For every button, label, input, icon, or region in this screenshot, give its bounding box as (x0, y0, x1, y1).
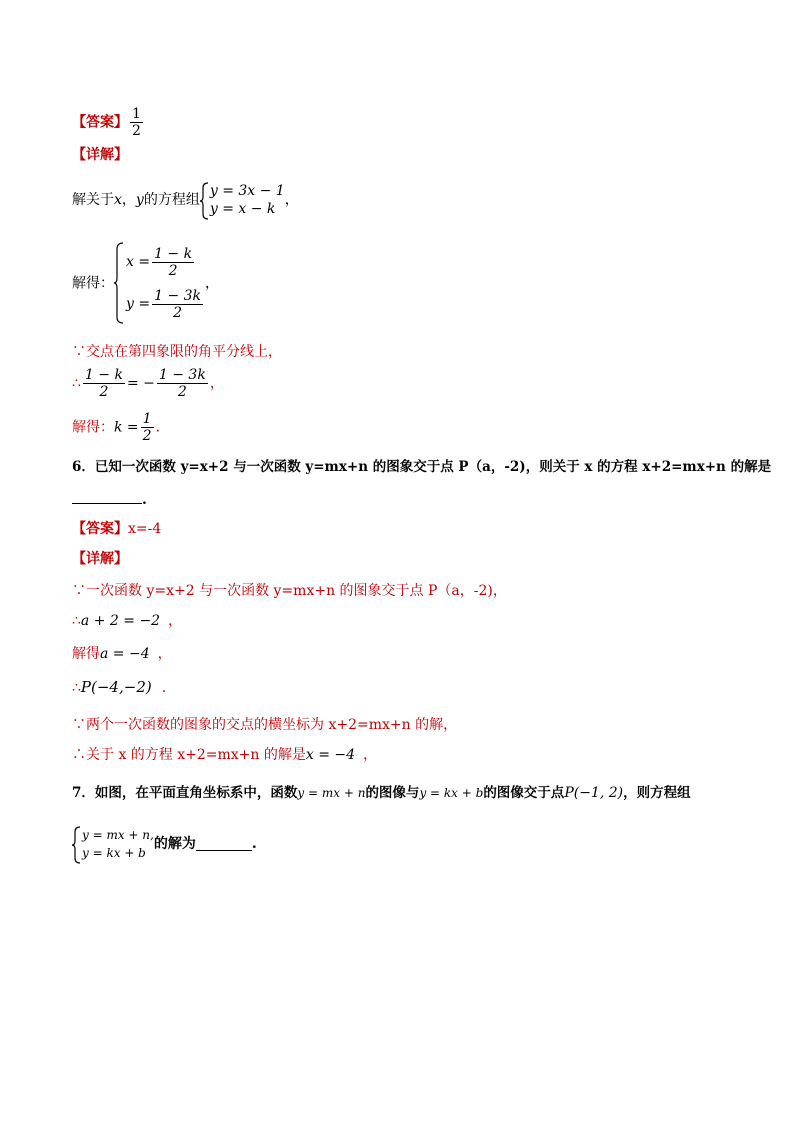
answer-line-5 (72, 106, 145, 139)
fraction-equation-line: ∴ $\frac{1 - k}{2}$ = − $\frac{1 - 3k}{2}$ ， (72, 367, 224, 400)
answer-blank[interactable] (196, 838, 252, 851)
equation-system: y = 3x − 1 y = x − k (200, 182, 285, 218)
step-3: 解得a = −4 ， (72, 646, 172, 662)
question-6-blank-line: . (72, 489, 147, 509)
question-6: 6．已知一次函数 y=x+2 与一次函数 y=mx+n 的图象交于点 P（a，-2)，则关于 x 的方程 x+2=mx+n 的解是 (72, 459, 772, 475)
reason-line: ∵交点在第四象限的角平分线上， (72, 344, 282, 360)
step-1: ∵一次函数 y=x+2 与一次函数 y=mx+n 的图象交于点 P（a，-2)， (72, 583, 507, 599)
answer-line-6: 【答案】x=-4 (72, 521, 162, 537)
detail-label-5: 【详解】 (72, 147, 128, 163)
left-brace-icon (114, 242, 124, 324)
answer-blank[interactable] (72, 489, 142, 504)
solution-system-line: 解得： x = $\frac{1 - k}{2}$ y = $\frac{1 - 3k}{2}$ ， (72, 242, 219, 325)
step-4: ∴P(−4,−2) . (72, 678, 167, 696)
step-2: ∴a + 2 = −2 ， (72, 613, 183, 629)
solution-system: x = $\frac{1 - k}{2}$ y = $\frac{1 - 3k}{2}$ (114, 242, 205, 325)
answer-fraction: $\frac{1}{2}$ (132, 106, 141, 139)
left-brace-icon (200, 182, 209, 220)
step-6: ∴关于 x 的方程 x+2=mx+n 的解是x = −4 ， (72, 747, 378, 763)
step-5: ∵两个一次函数的图象的交点的横坐标为 x+2=mx+n 的解， (72, 717, 458, 733)
question-7-system: y = mx + n, y = kx + b (72, 826, 154, 862)
detail-label-6: 【详解】 (72, 551, 128, 567)
left-brace-icon (72, 826, 81, 864)
answer-label: 【答案】 (72, 114, 128, 131)
question-7-system-line: y = mx + n, y = kx + b 的解为 . (72, 826, 257, 862)
solve-system-line: 解关于x，y的方程组 y = 3x − 1 y = x − k ， (72, 182, 299, 218)
k-solution-line: 解得：k = $\frac{1}{2}$ . (72, 411, 161, 444)
question-7: 7．如图，在平面直角坐标系中，函数y = mx + n的图像与y = kx + b的图像交于点P(−1, 2)，则方程组 (72, 785, 691, 801)
